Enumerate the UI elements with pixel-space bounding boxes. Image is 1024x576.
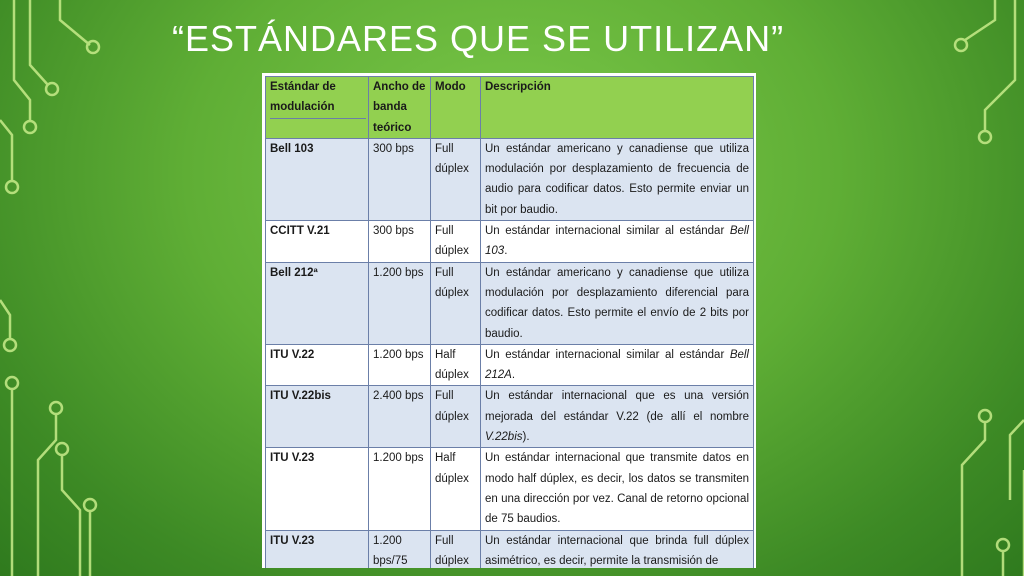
circuit-line	[38, 415, 56, 576]
table-row	[266, 386, 754, 448]
cell-description: Un estándar americano y canadiense que utiliza modulación por desplazamiento de frecuencia de audio para codificar datos. Esto permite enviar un bit por baudio.	[481, 138, 754, 220]
circuit-line	[962, 423, 985, 576]
cell-description: Un estándar internacional que es una versión mejorada del estándar V.22 (de allí el nombre V.22bis).	[481, 386, 754, 448]
cell-bandwidth: 1.200 bps	[369, 262, 431, 344]
table-row	[266, 448, 754, 530]
table-row	[266, 138, 754, 220]
cell-standard: ITU V.23	[266, 530, 369, 568]
cell-mode: Full dúplex	[431, 262, 481, 344]
cell-bandwidth: 2.400 bps	[369, 386, 431, 448]
cell-mode: Half dúplex	[431, 448, 481, 530]
cell-description: Un estándar americano y canadiense que utiliza modulación por desplazamiento diferencial para codificar datos. Esto permite el envío de 2 bits por baudio.	[481, 262, 754, 344]
header-bandwidth: Ancho de banda teórico	[369, 77, 431, 139]
circuit-node	[979, 410, 991, 422]
table-row	[266, 530, 754, 568]
circuit-line	[965, 0, 995, 40]
cell-standard: ITU V.22	[266, 344, 369, 386]
standards-table-container	[262, 73, 756, 568]
cell-description: Un estándar internacional similar al estándar Bell 103.	[481, 221, 754, 263]
circuit-line	[985, 0, 1015, 130]
table-row	[266, 221, 754, 263]
header-standard: Estándar de modulación	[266, 77, 369, 139]
circuit-node	[6, 377, 18, 389]
cell-bandwidth: 1.200 bps	[369, 448, 431, 530]
description-reference: Bell 103	[485, 225, 749, 258]
cell-standard: ITU V.23	[266, 448, 369, 530]
circuit-node	[24, 121, 36, 133]
description-reference: Bell 212A	[485, 348, 749, 382]
circuit-node	[87, 41, 99, 53]
cell-bandwidth: 300 bps	[369, 221, 431, 263]
cell-description: Un estándar internacional que transmite datos en modo half dúplex, es decir, los datos se transmiten en una dirección por vez. Canal de retorno opcional de 75 baudios.	[481, 448, 754, 530]
circuit-node	[6, 181, 18, 193]
cell-mode: Full dúplex	[431, 530, 481, 568]
cell-description: Un estándar internacional que brinda full dúplex asimétrico, es decir, permite la transmisión de	[481, 530, 754, 568]
circuit-line	[1010, 420, 1024, 500]
cell-mode: Full dúplex	[431, 221, 481, 263]
cell-standard: Bell 212ª	[266, 262, 369, 344]
description-reference: V.22bis	[485, 431, 523, 444]
table-header-row	[266, 77, 754, 139]
circuit-node	[955, 39, 967, 51]
cell-mode: Full dúplex	[431, 386, 481, 448]
circuit-line	[30, 0, 48, 85]
circuit-line	[62, 456, 80, 576]
circuit-node	[56, 443, 68, 455]
table-row	[266, 262, 754, 344]
header-mode: Modo	[431, 77, 481, 139]
cell-standard: CCITT V.21	[266, 221, 369, 263]
circuit-node	[4, 339, 16, 351]
cell-standard: ITU V.22bis	[266, 386, 369, 448]
circuit-node	[979, 131, 991, 143]
circuit-node	[50, 402, 62, 414]
circuit-node	[84, 499, 96, 511]
standards-table	[265, 76, 754, 568]
cell-standard: Bell 103	[266, 138, 369, 220]
circuit-line	[0, 120, 12, 180]
circuit-node	[997, 539, 1009, 551]
cell-bandwidth: 1.200 bps	[369, 344, 431, 386]
header-description: Descripción	[481, 77, 754, 139]
cell-mode: Full dúplex	[431, 138, 481, 220]
circuit-line	[0, 300, 10, 338]
cell-bandwidth: 1.200 bps/75	[369, 530, 431, 568]
cell-mode: Half dúplex	[431, 344, 481, 386]
cell-bandwidth: 300 bps	[369, 138, 431, 220]
circuit-line	[14, 0, 30, 120]
slide-title: “ESTÁNDARES QUE SE UTILIZAN”	[172, 18, 785, 59]
cell-description: Un estándar internacional similar al estándar Bell 212A.	[481, 344, 754, 386]
table-row	[266, 344, 754, 386]
circuit-node	[46, 83, 58, 95]
circuit-line	[60, 0, 90, 45]
